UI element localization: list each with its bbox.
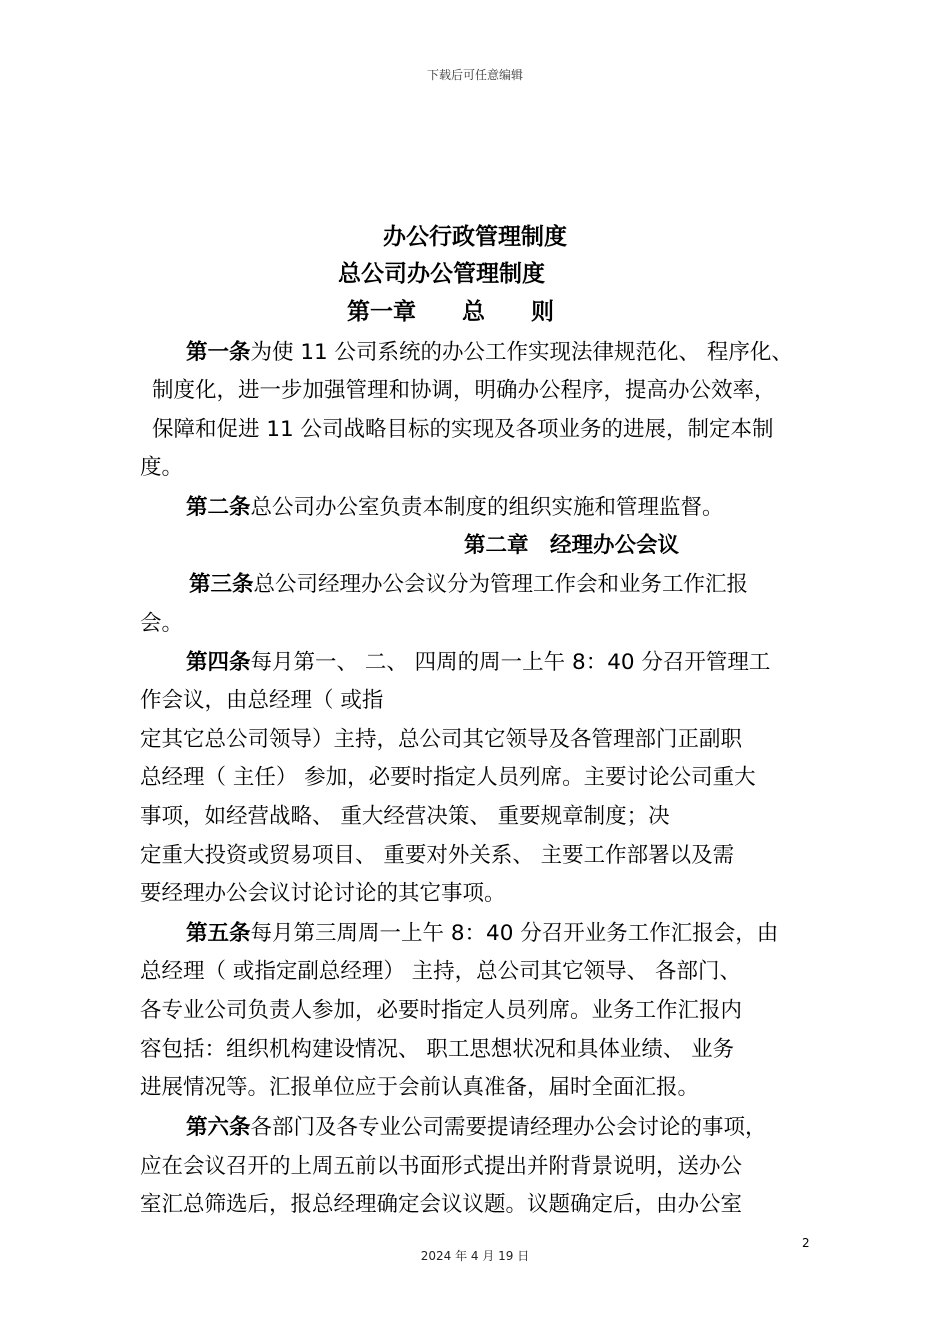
- article-6-line-2: 应在会议召开的上周五前以书面形式提出并附背景说明，送办公: [140, 1154, 743, 1179]
- article-4-label: 第四条: [186, 650, 251, 675]
- article-4-line-7: 要经理办公会议讨论讨论的其它事项。: [140, 881, 506, 906]
- article-5-line-3: 各专业公司负责人参加，必要时指定人员列席。业务工作汇报内: [140, 998, 743, 1023]
- article-1-line-3: 保障和促进 11 公司战略目标的实现及各项业务的进展，制定本制: [152, 417, 774, 442]
- chapter-2-heading: 第二章 经理办公会议: [464, 533, 680, 558]
- article-5-line-4: 容包括：组织机构建设情况、 职工思想状况和具体业绩、 业务: [140, 1037, 735, 1062]
- chapter-1-heading: 第一章 总 则: [347, 299, 554, 325]
- article-4-line-5: 事项，如经营战略、 重大经营决策、 重要规章制度；决: [140, 804, 670, 829]
- article-4-line-3: 定其它总公司领导）主持，总公司其它领导及各管理部门正副职: [140, 727, 743, 752]
- article-2-label: 第二条: [186, 495, 251, 520]
- article-3-line-1: 第三条总公司经理办公会议分为管理工作会和业务工作汇报: [189, 572, 749, 597]
- article-2-line-1: 第二条总公司办公室负责本制度的组织实施和管理监督。: [186, 495, 724, 520]
- article-4-line-1: 第四条每月第一、 二、 四周的周一上午 8：40 分召开管理工: [186, 650, 771, 675]
- article-1-line-2: 制度化，进一步加强管理和协调，明确办公程序，提高办公效率，: [152, 378, 776, 403]
- article-4-line-4: 总经理（ 主任） 参加，必要时指定人员列席。主要讨论公司重大: [140, 765, 756, 790]
- article-1-line-1: 第一条为使 11 公司系统的办公工作实现法律规范化、 程序化、: [186, 340, 793, 365]
- article-5-line-2: 总经理（ 或指定副总经理） 主持，总公司其它领导、 各部门、: [140, 959, 742, 984]
- page-number: 2: [802, 1236, 810, 1250]
- footer-date: 2024 年 4 月 19 日: [420, 1249, 530, 1263]
- article-1-label: 第一条: [186, 340, 251, 365]
- article-3-line-2: 会。: [140, 611, 184, 636]
- article-6-line-1: 第六条各部门及各专业公司需要提请经理办公会讨论的事项，: [186, 1115, 767, 1140]
- article-3-label: 第三条: [189, 572, 254, 597]
- article-6-line-3: 室汇总筛选后，报总经理确定会议议题。议题确定后，由办公室: [140, 1192, 743, 1217]
- article-5-label: 第五条: [186, 921, 251, 946]
- document-subtitle: 总公司办公管理制度: [338, 261, 545, 287]
- article-6-label: 第六条: [186, 1115, 251, 1140]
- article-5-line-1: 第五条每月第三周周一上午 8：40 分召开业务工作汇报会，由: [186, 921, 779, 946]
- article-4-line-6: 定重大投资或贸易项目、 重要对外关系、 主要工作部署以及需: [140, 843, 735, 868]
- header-note: 下载后可任意编辑: [426, 68, 523, 82]
- article-1-line-4: 度。: [140, 455, 184, 480]
- article-5-line-5: 进展情况等。汇报单位应于会前认真准备，届时全面汇报。: [140, 1075, 700, 1100]
- article-4-line-2: 作会议，由总经理（ 或指: [140, 688, 384, 713]
- document-title: 办公行政管理制度: [383, 224, 567, 250]
